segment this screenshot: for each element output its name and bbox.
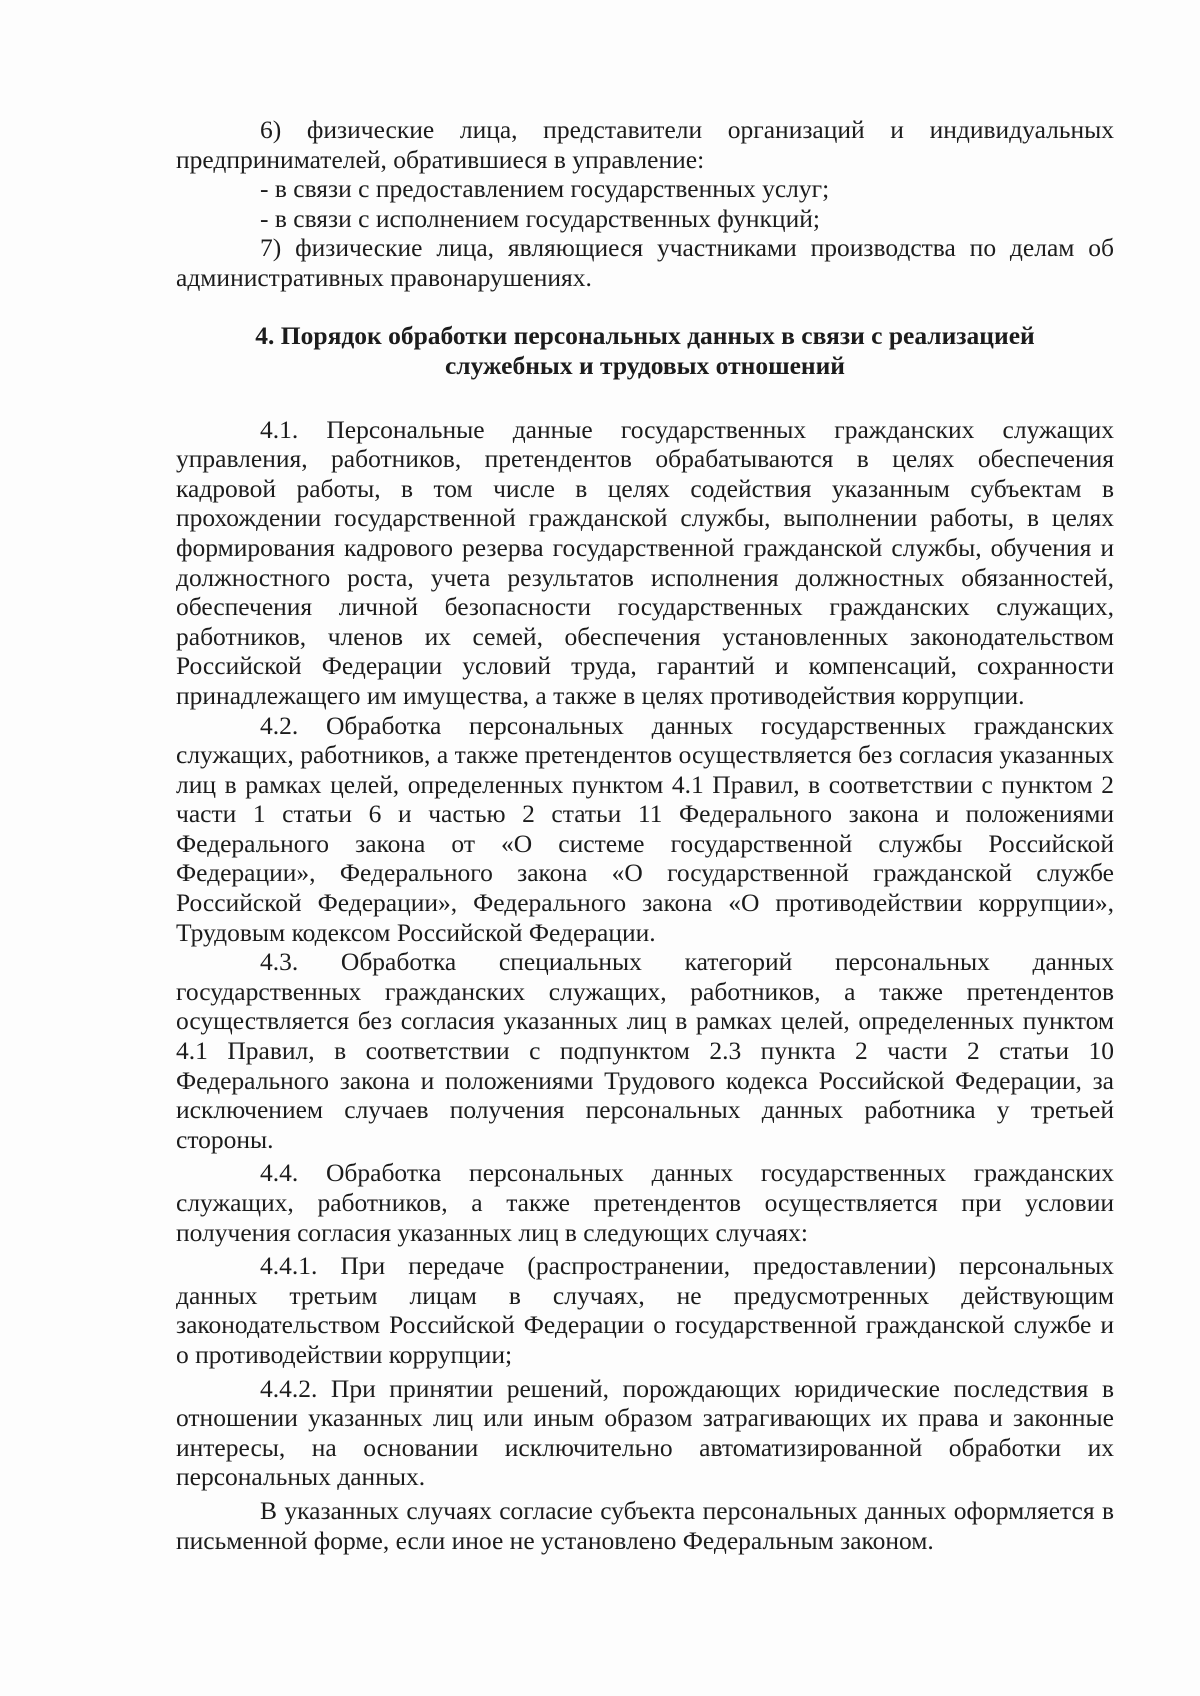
paragraph-4-4: 4.4. Обработка персональных данных государственных гражданских служащих, работников, а также претендентов осуществляется при условии получения согласия указанных лиц в следующих случаях:: [176, 1158, 1114, 1247]
paragraph-4-3: 4.3. Обработка специальных категорий персональных данных государственных гражданских служащих, работников, а также претендентов осуществляется без согласия указанных лиц в рамках целей, определенных пунктом 4.1 Правил, в соответствии с подпунктом 2.3 пункта 2 части 2 статьи 10 Федерального закона и положениями Трудового кодекса Российской Федерации, за исключением случаев получения персональных данных работника у третьей стороны.: [176, 947, 1114, 1154]
paragraph-4-2: 4.2. Обработка персональных данных государственных гражданских служащих, работников, а также претендентов осуществляется без согласия указанных лиц в рамках целей, определенных пунктом 4.1 Правил, в соответствии с пунктом 2 части 1 статьи 6 и частью 2 статьи 11 Федерального закона и положениями Федерального закона от «О системе государственной службы Российской Федерации», Федерального закона «О государственной гражданской службе Российской Федерации», Федерального закона «О противодействии коррупции», Трудовым кодексом Российской Федерации.: [176, 710, 1114, 947]
paragraph-4-1: 4.1. Персональные данные государственных гражданских служащих управления, работников, претендентов обрабатываются в целях обеспечения кадровой работы, в том числе в целях содействия указанным субъектам в прохождении государственной гражданской службы, выполнении работы, в целях формирования кадрового резерва государственной гражданской службы, обучения и должностного роста, учета результатов исполнения должностных обязанностей, обеспечения личной безопасности государственных гражданских служащих, работников, членов их семей, обеспечения установленных законодательством Российской Федерации условий труда, гарантий и компенсаций, сохранности принадлежащего им имущества, а также в целях противодействия коррупции.: [176, 414, 1114, 710]
paragraph-consent-note: В указанных случаях согласие субъекта персональных данных оформляется в письменной форме, если иное не установлено Федеральным законом.: [176, 1495, 1114, 1555]
section-heading: 4. Порядок обработки персональных данных в связи с реализацией служебных и трудовых отношений: [255, 320, 1035, 380]
paragraph-4-4-2: 4.4.2. При принятии решений, порождающих юридические последствия в отношении указанных лиц или иным образом затрагивающих их права и законные интересы, на основании исключительно автоматизированной обработки их персональных данных.: [176, 1373, 1114, 1492]
document-body: [176, 115, 1114, 1555]
paragraph-bullet-services: - в связи с предоставлением государственных услуг;: [260, 174, 830, 204]
paragraph-item-6: 6) физические лица, представители организаций и индивидуальных предпринимателей, обратившиеся в управление:: [176, 115, 1114, 174]
paragraph-4-4-1: 4.4.1. При передаче (распространении, предоставлении) персональных данных третьим лицам в случаях, не предусмотренных действующим законодательством Российской Федерации о государственной гражданской службе и о противодействии коррупции;: [176, 1251, 1114, 1369]
paragraph-bullet-functions: - в связи с исполнением государственных функций;: [260, 203, 820, 233]
paragraph-item-7: 7) физические лица, являющиеся участниками производства по делам об административных правонарушениях.: [176, 233, 1114, 292]
